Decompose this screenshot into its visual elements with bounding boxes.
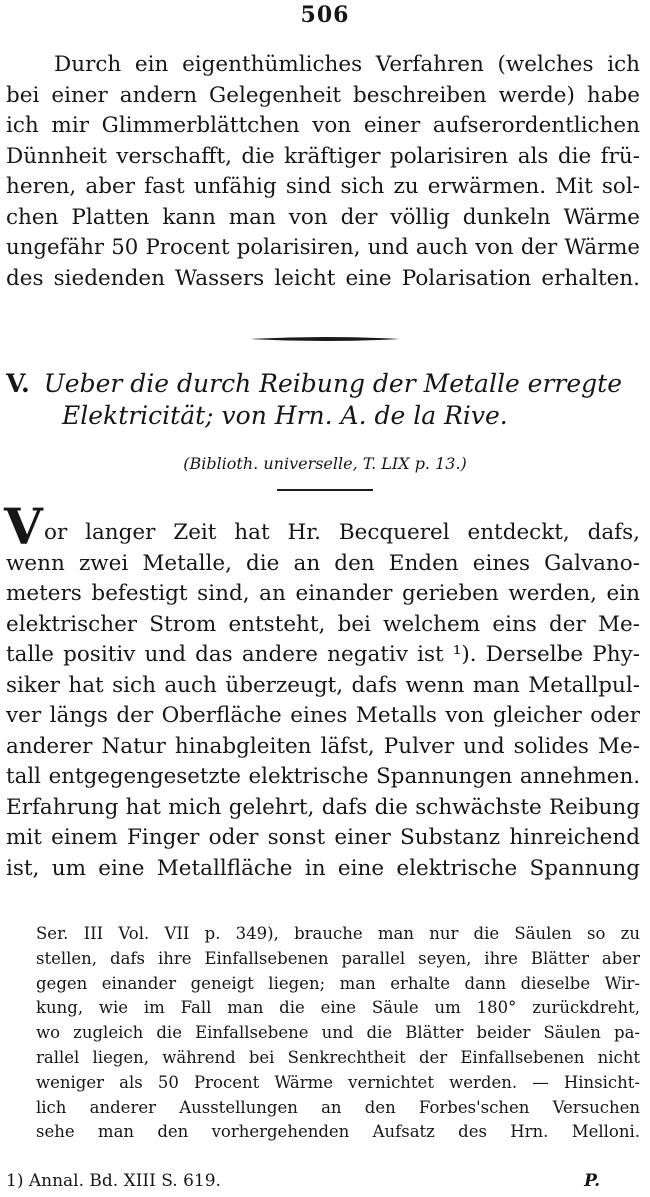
intro-paragraph bbox=[6, 50, 640, 294]
body-line: anderer Natur hinabgleiten läfst, Pulver und solides Me- bbox=[6, 733, 640, 759]
intro-line: ich mir Glimmerblättchen von einer aufserordentlichen bbox=[6, 113, 640, 138]
footnote bbox=[6, 1169, 640, 1193]
footnote-continuation-line: kung, wie im Fall man die eine Säule um 180° zurückdreht, bbox=[36, 998, 640, 1018]
footnote-continuation-line: Ser. III Vol. VII p. 349), brauche man nur die Säulen so zu bbox=[36, 924, 640, 943]
body-line: wenn zwei Metalle, die an den Enden eines Galvano- bbox=[6, 550, 640, 576]
footnote-continuation-line: stellen, dafs ihre Einfallsebenen parallel seyen, ihre Blätter aber bbox=[36, 948, 640, 968]
body-line: elektrischer Strom entsteht, bei welchem eins der Me- bbox=[6, 611, 640, 637]
drop-cap: V bbox=[4, 497, 43, 556]
body-line: meters befestigt sind, an einander gerieben werden, ein bbox=[6, 581, 640, 606]
intro-line: ungefähr 50 Procent polarisiren, und auch von der Wärme bbox=[6, 235, 640, 260]
body-line: siker hat sich auch überzeugt, dafs wenn man Metallpul- bbox=[6, 672, 640, 698]
body-line: ist, um eine Metallfläche in eine elektrische Spannung bbox=[6, 855, 640, 881]
body-line: mit einem Finger oder sonst einer Substanz hinreichend bbox=[6, 825, 640, 850]
body-line: Erfahrung hat mich gelehrt, dafs die schwächste Reibung bbox=[6, 794, 640, 820]
source-citation: (Biblioth. universelle, T. LIX p. 13.) bbox=[183, 454, 467, 473]
body-line: ver längs der Oberfläche eines Metalls von gleicher oder bbox=[6, 703, 640, 728]
footnote-continuation-line: rallel liegen, während bei Senkrechtheit der Einfallsebenen nicht bbox=[36, 1047, 640, 1067]
footnote-continuation-line: gegen einander geneigt liegen; man erhalte dann dieselbe Wir- bbox=[36, 973, 640, 993]
intro-line: chen Platten kann man von der völlig dunkeln Wärme bbox=[6, 204, 640, 230]
footnote-text: 1) Annal. Bd. XIII S. 619. bbox=[6, 1171, 221, 1191]
footnote-continuation-line: lich anderer Ausstellungen an den Forbes'schen Versuchen bbox=[36, 1097, 640, 1117]
intro-line: Durch ein eigenthümliches Verfahren (welches ich bbox=[54, 52, 640, 77]
heading-line-1: Ueber die durch Reibung der Metalle erregte bbox=[43, 369, 623, 398]
intro-line: heren, aber fast unfähig sind sich zu erwärmen. Mit sol- bbox=[6, 174, 640, 199]
intro-line: bei einer andern Gelegenheit beschreiben werde) habe bbox=[6, 82, 640, 108]
heading-line-2: Elektricität; von Hrn. A. de la Rive. bbox=[62, 401, 508, 430]
section-numeral: V. bbox=[6, 369, 30, 398]
footnote-continuation-line: sehe man den vorhergehenden Aufsatz des Hrn. Melloni. bbox=[36, 1122, 640, 1142]
footnote-continuation-line: wo zugleich die Einfallsebene und die Blätter beider Säulen pa- bbox=[36, 1023, 640, 1043]
intro-line: Dünnheit verschafft, die kräftiger polarisiren als die frü- bbox=[6, 143, 640, 169]
footnote-continuation-line: weniger als 50 Procent Wärme vernichtet werden. — Hinsicht- bbox=[36, 1072, 640, 1092]
body-paragraph bbox=[6, 518, 640, 884]
body-line: or langer Zeit hat Hr. Becquerel entdeckt, dafs, bbox=[44, 520, 640, 545]
footnote-signature: P. bbox=[584, 1171, 600, 1191]
short-rule bbox=[277, 489, 373, 491]
body-line: tall entgegengesetzte elektrische Spannungen annehmen. bbox=[6, 764, 640, 789]
body-line: talle positiv und das andere negativ ist ¹). Derselbe Phy- bbox=[6, 642, 640, 667]
page-number: 506 bbox=[300, 2, 350, 28]
intro-line: des siedenden Wassers leicht eine Polarisation erhalten. bbox=[6, 265, 640, 291]
footnote-continuation bbox=[36, 922, 640, 1145]
ornamental-rule bbox=[250, 336, 400, 342]
section-heading bbox=[6, 368, 646, 432]
